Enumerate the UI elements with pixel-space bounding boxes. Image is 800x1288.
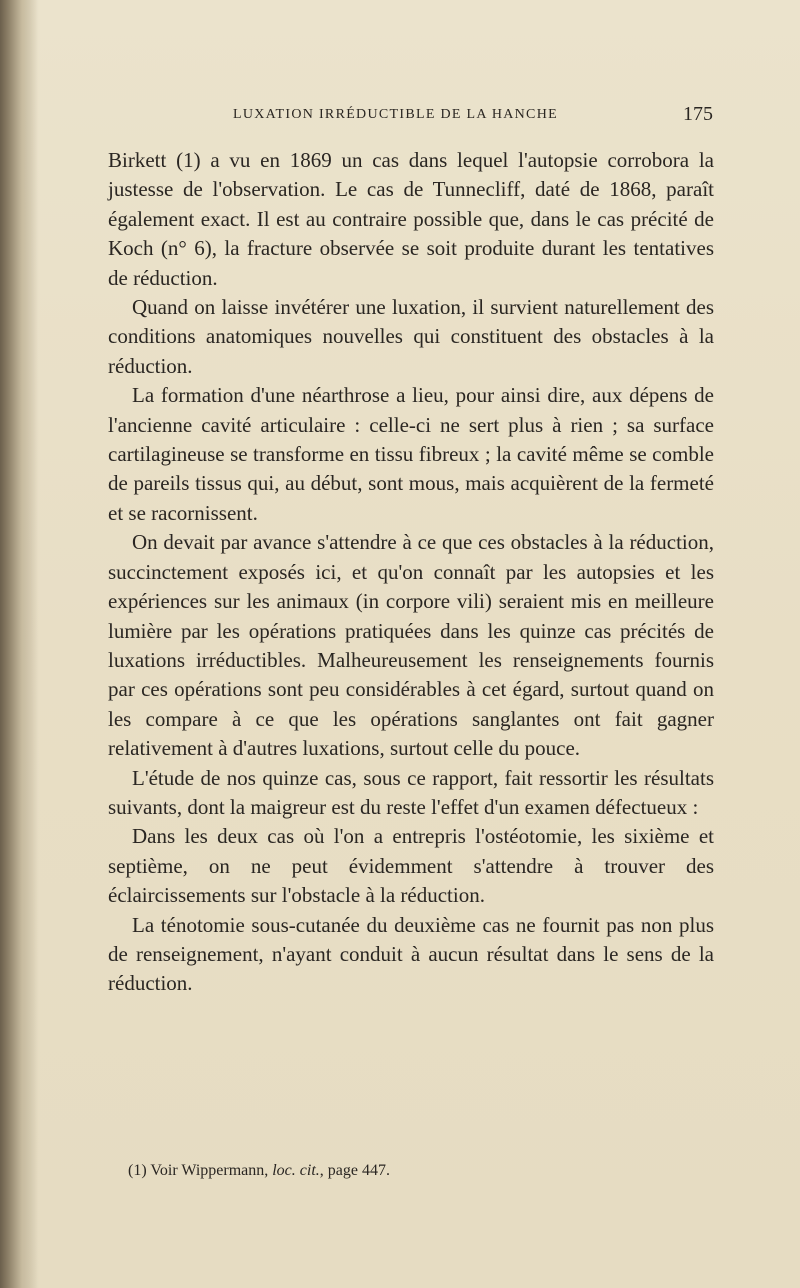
footnote [128, 1162, 688, 1180]
book-spine-shadow [0, 0, 38, 1288]
running-head: LUXATION IRRÉDUCTIBLE DE LA HANCHE [233, 107, 558, 122]
paragraph: Birkett (1) a vu en 1869 un cas dans lequel l'autopsie corrobora la justesse de l'observation. Le cas de Tunnecliff, daté de 1868, paraît également exact. Il est au contraire possible que, dans le cas précité de Koch (n° 6), la fracture observée se soit produite durant les tentatives de réduction. [108, 148, 714, 290]
footnote-text: Voir Wippermann, [150, 1162, 269, 1179]
body-text [108, 146, 714, 999]
paragraph: La ténotomie sous-cutanée du deuxième cas ne fournit pas non plus de renseignement, n'ayant conduit à aucun résultat dans le sens de la réduction. [108, 912, 714, 996]
paragraph: Quand on laisse invétérer une luxation, il survient naturellement des conditions anatomiques nouvelles qui constituent des obstacles à la réduction. [108, 295, 714, 378]
footnote-page: , page 447. [319, 1162, 390, 1179]
paragraph: On devait par avance s'attendre à ce que ces obstacles à la réduction, succinctement exposés ici, et qu'on connaît par les autopsies et les expériences sur les animaux (in corpore vili) seraient mis en meilleure lumière par les opérations pratiquées dans les quinze cas précités de luxations irréductibles. Malheureusement les renseignements fournis par ces opérations sont peu considérables à cet égard, surtout quand on les compare à ce que les opérations sanglantes ont fait gagner relativement à d'autres luxations, surtout celle du pouce. [108, 530, 714, 761]
footnote-citation: loc. cit. [272, 1162, 320, 1179]
paragraph: L'étude de nos quinze cas, sous ce rapport, fait ressortir les résultats suivants, dont la maigreur est du reste l'effet d'un examen défectueux : [108, 765, 714, 819]
paragraph: La formation d'une néarthrose a lieu, pour ainsi dire, aux dépens de l'ancienne cavité articulaire : celle-ci ne sert plus à rien ; sa surface cartilagineuse se transforme en tissu fibreux ; la cavité même se comble de pareils tissus qui, au début, sont mous, mais acquièrent de la fermeté et se racornissent. [108, 383, 714, 525]
footnote-marker: (1) [128, 1162, 147, 1179]
page-number: 175 [683, 103, 713, 125]
page-header [233, 103, 713, 129]
paragraph: Dans les deux cas où l'on a entrepris l'ostéotomie, les sixième et septième, on ne peut évidemment s'attendre à trouver des éclaircissements sur l'obstacle à la réduction. [108, 824, 714, 908]
